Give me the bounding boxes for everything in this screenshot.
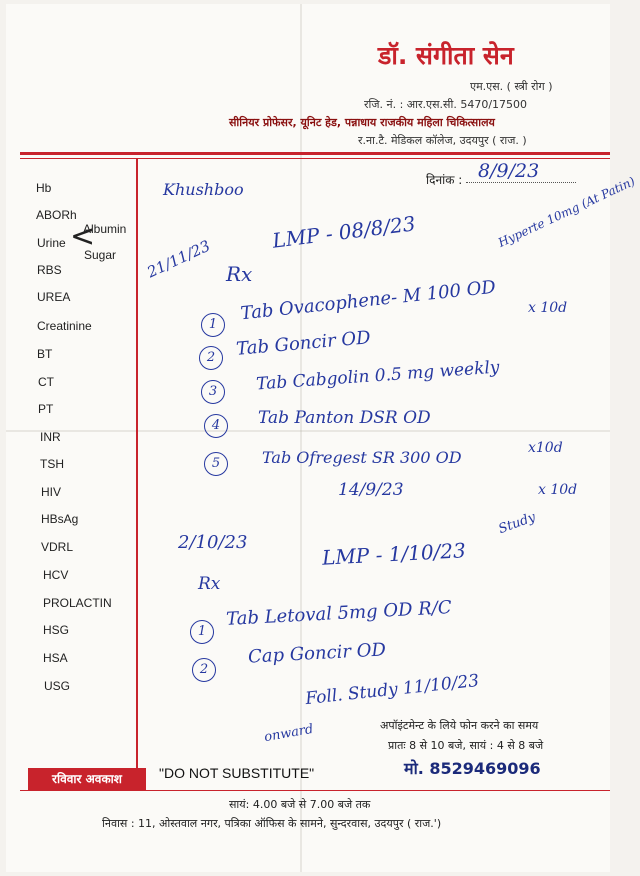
handwritten-note-top: Hyperte 10mg (At Patin) (496, 174, 638, 250)
handwritten-rx: Rx (226, 262, 253, 286)
mobile-number: मो. 8529469096 (404, 759, 541, 778)
handwritten-dose: x 10d (538, 482, 578, 498)
test-item: CT (38, 375, 54, 389)
evening-hours: सायं: 4.00 बजे से 7.00 बजे तक (229, 798, 371, 811)
handwritten-follow-up: Foll. Study 11/10/23 (304, 670, 481, 710)
paper-fold-vertical (300, 4, 302, 872)
test-item: USG (44, 679, 71, 693)
handwritten-number: 4 (204, 414, 228, 438)
test-item: HSA (43, 651, 68, 665)
handwritten-date: 2/10/23 (178, 532, 248, 553)
handwritten-dose: x10d (528, 440, 563, 456)
test-item: Creatinine (37, 319, 92, 333)
test-item: Hb (36, 181, 52, 195)
handwritten-lmp: LMP - 1/10/23 (321, 538, 467, 570)
designation-line-1: सीनियर प्रोफेसर, यूनिट हेड, पन्नाधाय राजकीय महिला चिकित्सालय (229, 116, 495, 129)
test-item: HSG (43, 623, 70, 637)
handwritten-number: 2 (199, 346, 223, 370)
test-item: INR (40, 430, 61, 444)
date-label: दिनांक : (426, 173, 463, 187)
handwritten-dose: x 10d (528, 300, 568, 316)
handwritten-number: 1 (201, 313, 225, 337)
handwritten-patient-name: Khushboo (163, 180, 244, 199)
test-item: BT (37, 347, 53, 361)
do-not-substitute-label: "DO NOT SUBSTITUTE" (159, 765, 315, 781)
header-rule-thick (20, 152, 610, 155)
designation-line-2: र.ना.टै. मेडिकल कॉलेज, उदयपुर ( राज. ) (358, 134, 527, 147)
handwritten-rx: Rx (198, 574, 221, 594)
handwritten-onward: onward (263, 721, 315, 746)
handwritten-number: 3 (201, 380, 225, 404)
handwritten-medicine: Tab Cabgolin 0.5 mg weekly (255, 357, 501, 395)
header-rule-thin (20, 158, 610, 159)
test-item: TSH (40, 457, 64, 471)
date-dotted-line (466, 182, 576, 183)
doctor-name: डॉ. संगीता सेन (378, 41, 514, 70)
handwritten-date-left: 21/11/23 (144, 236, 214, 282)
test-item: PT (38, 402, 54, 416)
appointment-time-heading: अपॉइंटमेन्ट के लिये फोन करने का समय (380, 719, 539, 732)
handwritten-medicine: Tab Ovacophene- M 100 OD (239, 276, 497, 325)
registration-number: रजि. नं. : आर.एस.सी. 5470/17500 (364, 98, 528, 111)
handwritten-lmp: LMP - 08/8/23 (271, 211, 417, 253)
test-item: VDRL (41, 540, 74, 554)
handwritten-medicine: Tab Ofregest SR 300 OD (262, 448, 462, 467)
test-item: UREA (37, 290, 71, 304)
sidebar-divider (136, 159, 138, 789)
test-item: HBsAg (41, 512, 79, 526)
residence-address: निवास : 11, ओस्तवाल नगर, पत्रिका ऑफिस के सामने, सुन्दरवास, उदयपुर ( राज.') (102, 817, 442, 830)
sunday-off-badge: रविवार अवकाश (28, 768, 146, 790)
test-item: Sugar (84, 248, 117, 262)
test-item: RBS (37, 263, 62, 277)
handwritten-number: 1 (190, 620, 214, 644)
handwritten-number: 5 (204, 452, 228, 476)
handwritten-date: 8/9/23 (478, 160, 540, 182)
test-item: HIV (41, 485, 62, 499)
handwritten-medicine: Cap Goncir OD (247, 639, 387, 668)
test-item: ABORh (36, 208, 77, 222)
footer-rule (20, 790, 610, 791)
test-item: Urine (37, 236, 66, 250)
handwritten-medicine: Tab Panton DSR OD (258, 408, 431, 428)
handwritten-number: 2 (192, 658, 216, 682)
handwritten-note: Study (496, 509, 538, 538)
handwritten-medicine: Tab Goncir OD (235, 327, 372, 360)
test-item: PROLACTIN (43, 596, 112, 610)
doctor-degree: एम.एस. ( स्त्री रोग ) (470, 80, 553, 93)
test-item: Albumin (83, 222, 127, 236)
appointment-time-hours: प्रातः 8 से 10 बजे, सायं : 4 से 8 बजे (388, 739, 544, 752)
handwritten-date: 14/9/23 (338, 480, 404, 500)
brace-symbol: < (70, 219, 96, 254)
paper-fold-horizontal (6, 430, 610, 432)
handwritten-medicine: Tab Letoval 5mg OD R/C (225, 597, 453, 630)
test-item: HCV (43, 568, 69, 582)
